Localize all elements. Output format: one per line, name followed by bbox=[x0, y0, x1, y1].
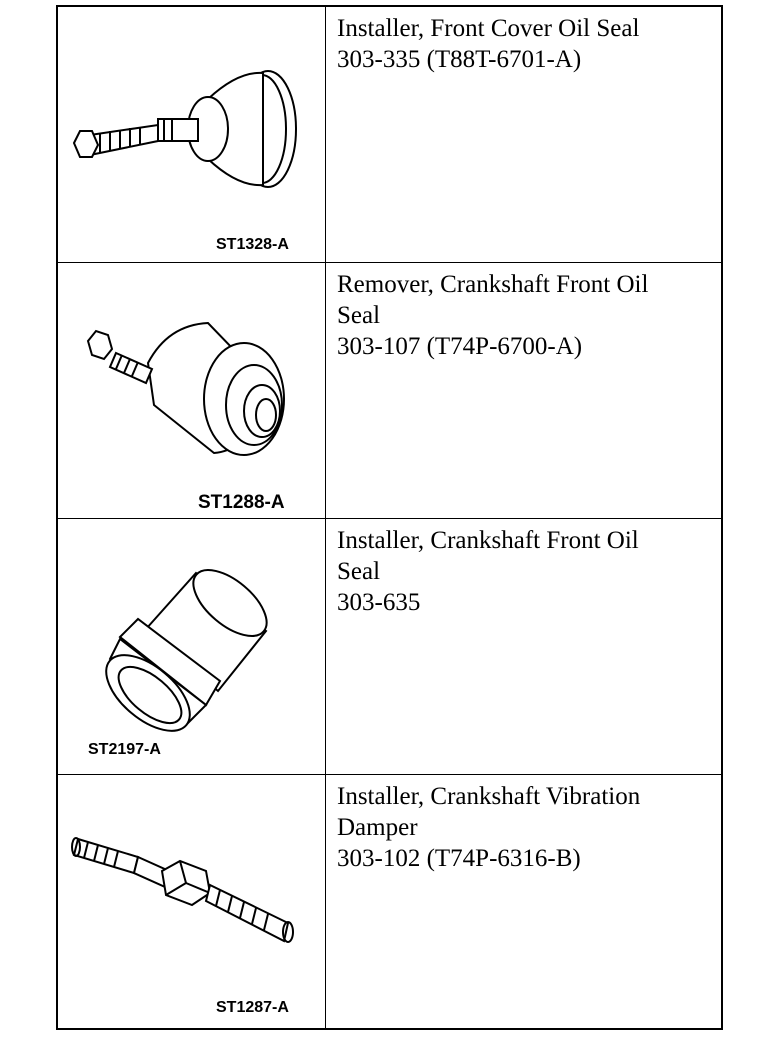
tool-row bbox=[58, 519, 721, 775]
special-tools-table bbox=[56, 5, 723, 1030]
tool-code: ST1287-A bbox=[216, 999, 289, 1016]
tool-number: 303-335 (T88T-6701-A) bbox=[337, 46, 582, 73]
vibration-damper-installer-illustration bbox=[58, 775, 326, 1030]
tool-illustration-cell bbox=[58, 7, 326, 262]
tool-name-continued: Damper bbox=[337, 814, 418, 841]
tool-name: Installer, Crankshaft Vibration bbox=[337, 783, 641, 810]
tool-description bbox=[337, 525, 712, 618]
tool-row bbox=[58, 7, 721, 263]
tool-name-continued: Seal bbox=[337, 302, 381, 329]
tool-number: 303-107 (T74P-6700-A) bbox=[337, 333, 583, 360]
tool-illustration-cell bbox=[58, 519, 326, 774]
tool-description bbox=[337, 781, 712, 874]
tool-code: ST1328-A bbox=[216, 236, 289, 253]
tool-description bbox=[337, 13, 712, 75]
tool-code: ST2197-A bbox=[88, 741, 161, 758]
tool-illustration-cell bbox=[58, 263, 326, 518]
tool-number: 303-635 bbox=[337, 589, 421, 616]
tool-name: Installer, Crankshaft Front Oil bbox=[337, 527, 639, 554]
tool-code: ST1288-A bbox=[198, 492, 285, 513]
tool-row bbox=[58, 263, 721, 519]
tool-number: 303-102 (T74P-6316-B) bbox=[337, 845, 581, 872]
tool-name-continued: Seal bbox=[337, 558, 381, 585]
crankshaft-seal-installer-illustration bbox=[58, 519, 326, 774]
tool-name: Installer, Front Cover Oil Seal bbox=[337, 15, 640, 42]
tool-row bbox=[58, 775, 721, 1028]
front-cover-seal-installer-illustration bbox=[58, 7, 326, 262]
tool-description bbox=[337, 269, 712, 362]
tool-name: Remover, Crankshaft Front Oil bbox=[337, 271, 649, 298]
tool-illustration-cell bbox=[58, 775, 326, 1028]
crankshaft-seal-remover-illustration bbox=[58, 263, 326, 518]
